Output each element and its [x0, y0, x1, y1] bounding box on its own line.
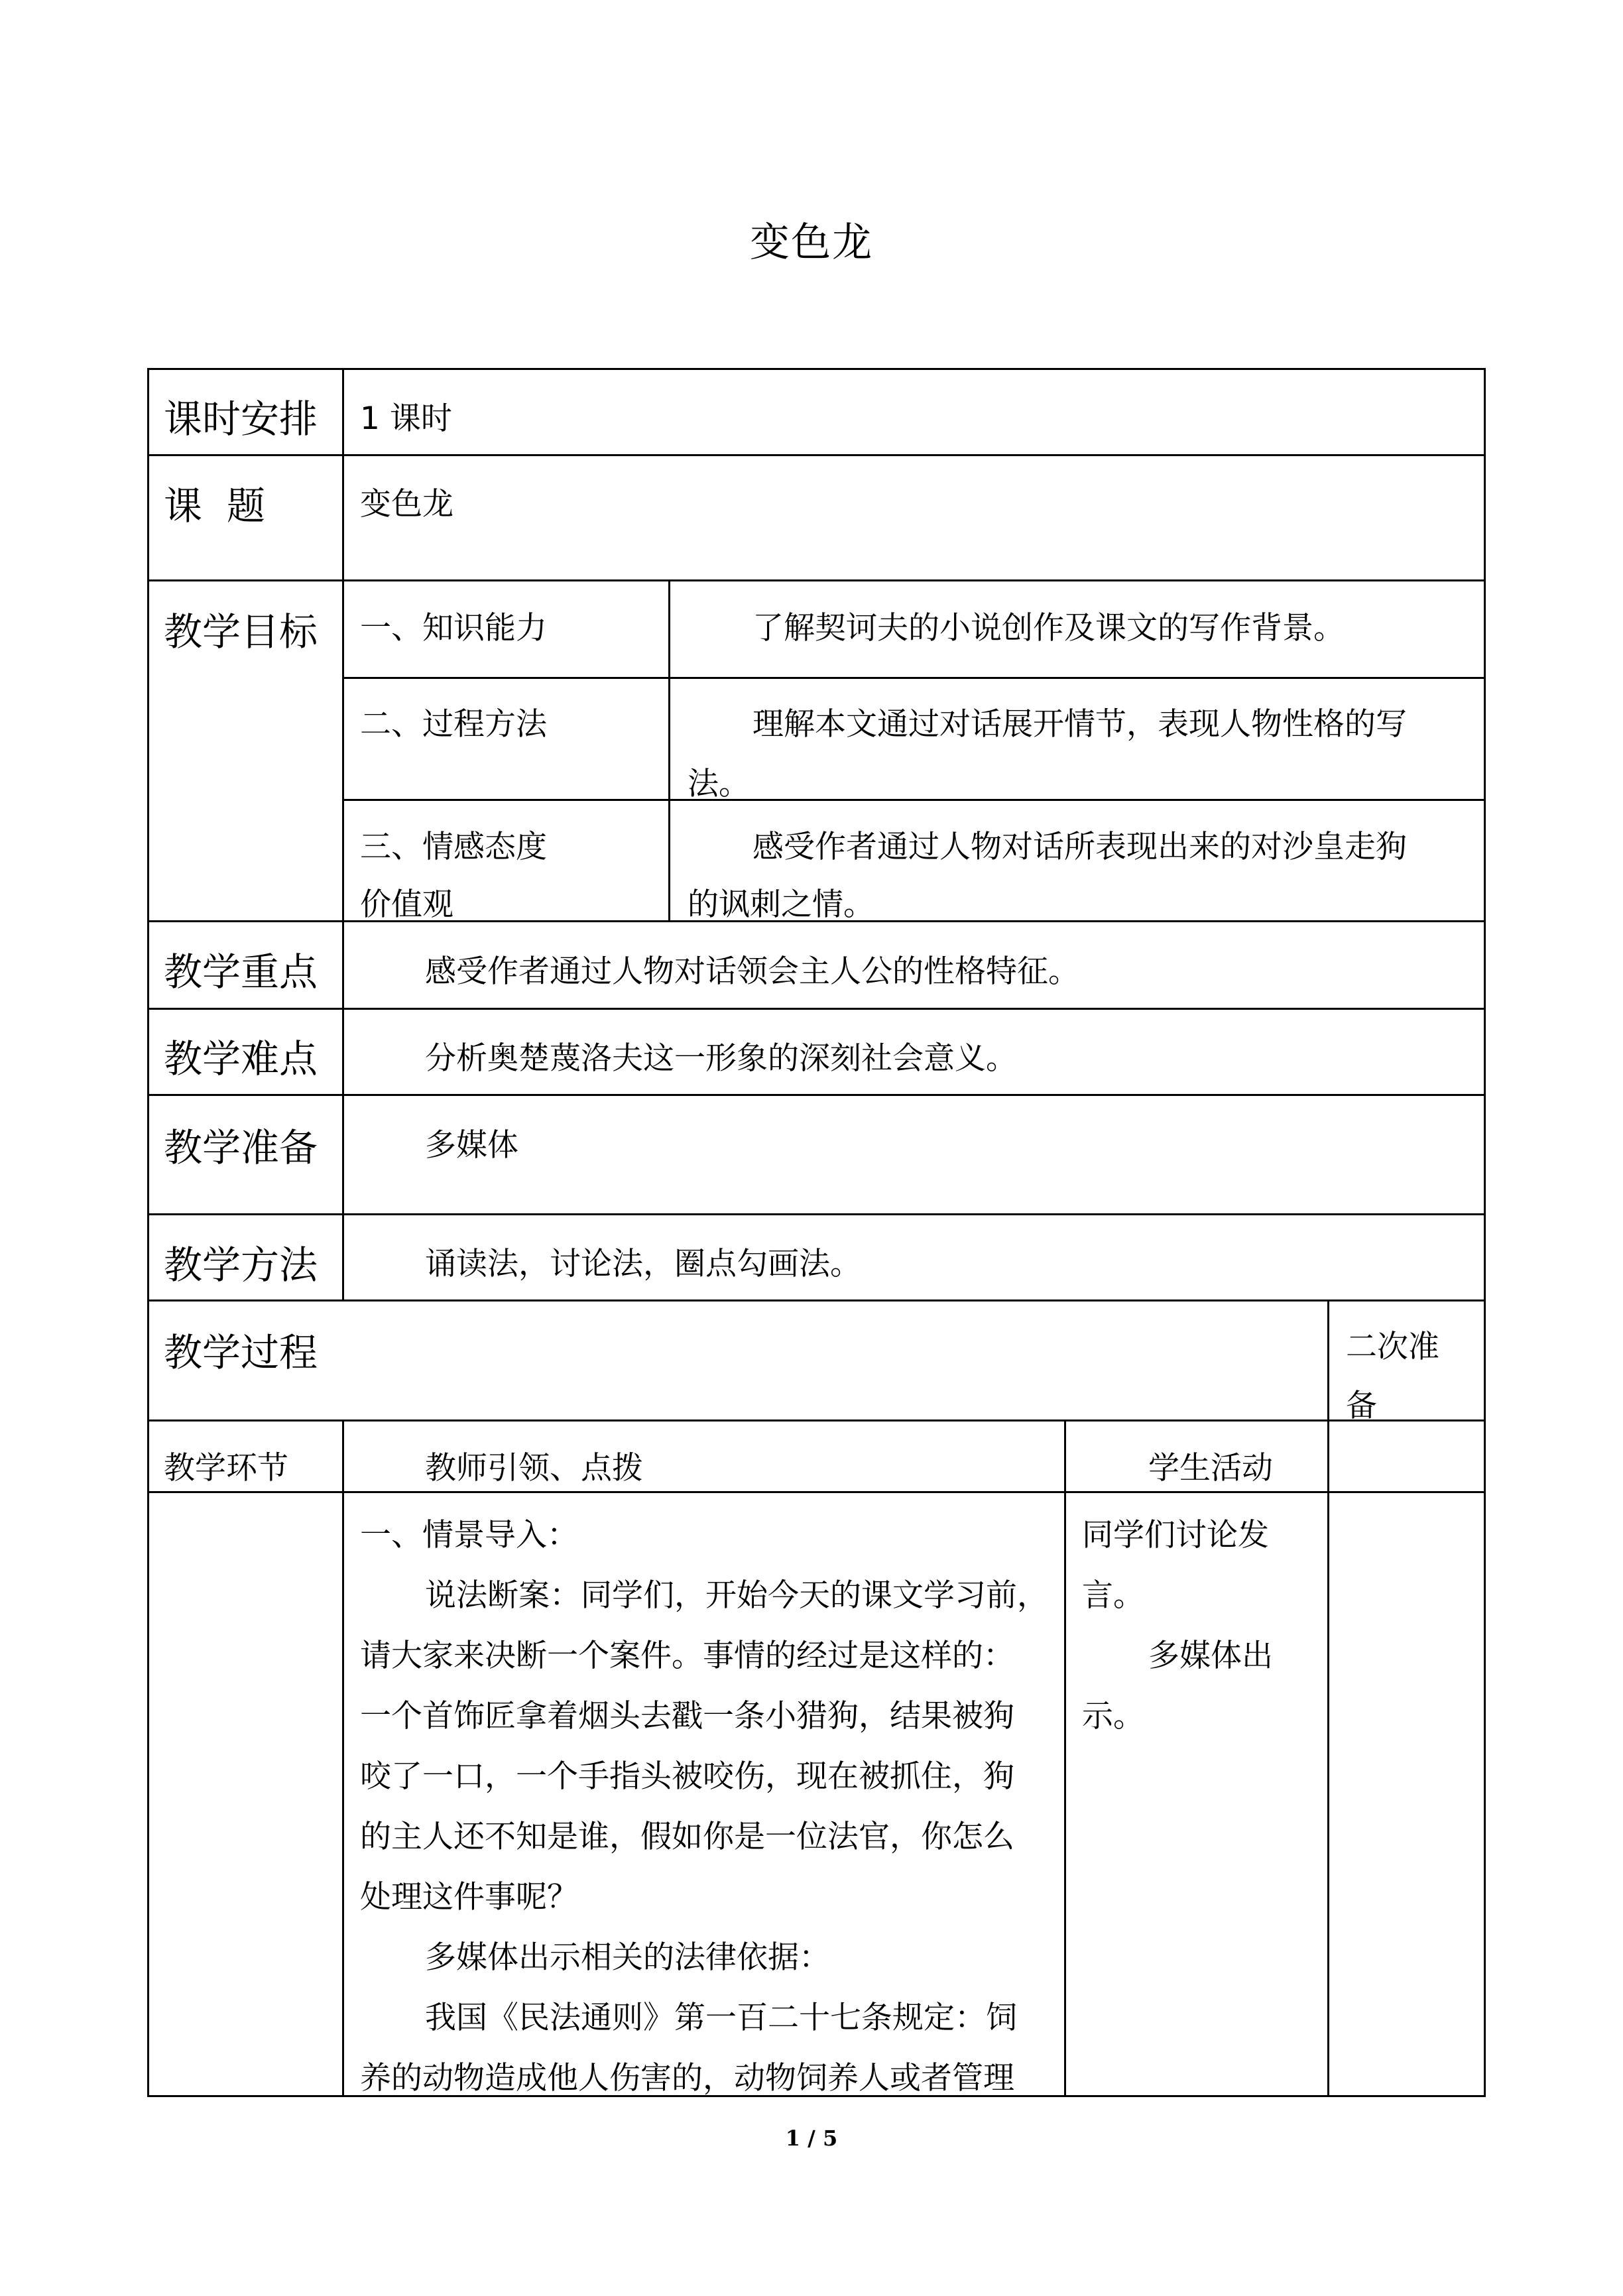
difficulty-label: 教学难点	[164, 1036, 318, 1081]
key-point-label: 教学重点	[164, 949, 318, 995]
teacher-line-1: 一、情景导入：	[360, 1517, 578, 1553]
preparation-label: 教学准备	[164, 1125, 318, 1170]
student-line-2: 言。	[1082, 1577, 1144, 1614]
objective-2-name: 二、过程方法	[360, 706, 547, 743]
topic-value: 变色龙	[360, 486, 453, 522]
teacher-line-8: 多媒体出示相关的法律依据：	[425, 1939, 830, 1976]
teacher-line-10: 养的动物造成他人伤害的，动物饲养人或者管理	[360, 2060, 1014, 2096]
objective-3-name-line-2: 价值观	[360, 886, 453, 923]
student-line-3: 多媒体出	[1148, 1638, 1273, 1674]
key-point-value: 感受作者通过人物对话领会主人公的性格特征。	[425, 953, 1079, 990]
process-label: 教学过程	[164, 1330, 318, 1375]
difficulty-value: 分析奥楚蔑洛夫这一形象的深刻社会意义。	[425, 1040, 1017, 1077]
objective-2-desc-line-2: 法。	[688, 766, 750, 802]
method-value: 诵读法，讨论法，圈点勾画法。	[425, 1246, 861, 1282]
objective-1-desc: 了解契诃夫的小说创作及课文的写作背景。	[752, 610, 1345, 646]
student-line-4: 示。	[1082, 1698, 1144, 1734]
teacher-line-3: 请大家来决断一个案件。事情的经过是这样的：	[360, 1638, 1014, 1674]
teacher-line-6: 的主人还不知是谁，假如你是一位法官，你怎么	[360, 1819, 1014, 1855]
stage-header: 教学环节	[164, 1450, 288, 1486]
schedule-value-cell	[342, 368, 1486, 456]
objective-3-desc-line-2: 的讽刺之情。	[688, 886, 874, 923]
student-line-1: 同学们讨论发	[1082, 1517, 1269, 1553]
teacher-line-7: 处理这件事呢？	[360, 1879, 578, 1915]
teacher-line-4: 一个首饰匠拿着烟头去戳一条小猎狗，结果被狗	[360, 1698, 1014, 1734]
second-prep-line-1: 二次准	[1346, 1329, 1439, 1365]
second-prep-line-2: 备	[1346, 1388, 1377, 1424]
student-header: 学生活动	[1148, 1450, 1273, 1486]
teacher-line-5: 咬了一口，一个手指头被咬伤，现在被抓住，狗	[360, 1758, 1014, 1795]
objectives-label: 教学目标	[164, 609, 318, 654]
preparation-value: 多媒体	[425, 1127, 518, 1164]
teacher-line-9: 我国《民法通则》第一百二十七条规定：饲	[425, 2000, 1017, 2036]
method-label: 教学方法	[164, 1242, 318, 1288]
teacher-line-2: 说法断案：同学们，开始今天的课文学习前，	[425, 1577, 1048, 1614]
objective-1-name: 一、知识能力	[360, 610, 547, 646]
topic-value-cell	[342, 454, 1486, 581]
objective-3-desc-line-1: 感受作者通过人物对话所表现出来的对沙皇走狗	[752, 829, 1407, 865]
topic-label: 课 题	[164, 483, 265, 528]
second-prep-body-cell	[1327, 1491, 1486, 2097]
stage-body-cell	[147, 1491, 344, 2097]
objective-2-desc-line-1: 理解本文通过对话展开情节，表现人物性格的写	[752, 706, 1407, 743]
schedule-label: 课时安排	[164, 396, 318, 442]
process-label-cell	[147, 1299, 1329, 1421]
page-number: 1 / 5	[785, 2126, 838, 2151]
schedule-value: 1 课时	[360, 400, 452, 437]
teacher-header: 教师引领、点拨	[425, 1450, 643, 1486]
objective-3-name-line-1: 三、情感态度	[360, 829, 547, 865]
second-prep-header-cell	[1327, 1420, 1486, 1493]
document-title: 变色龙	[750, 219, 873, 266]
